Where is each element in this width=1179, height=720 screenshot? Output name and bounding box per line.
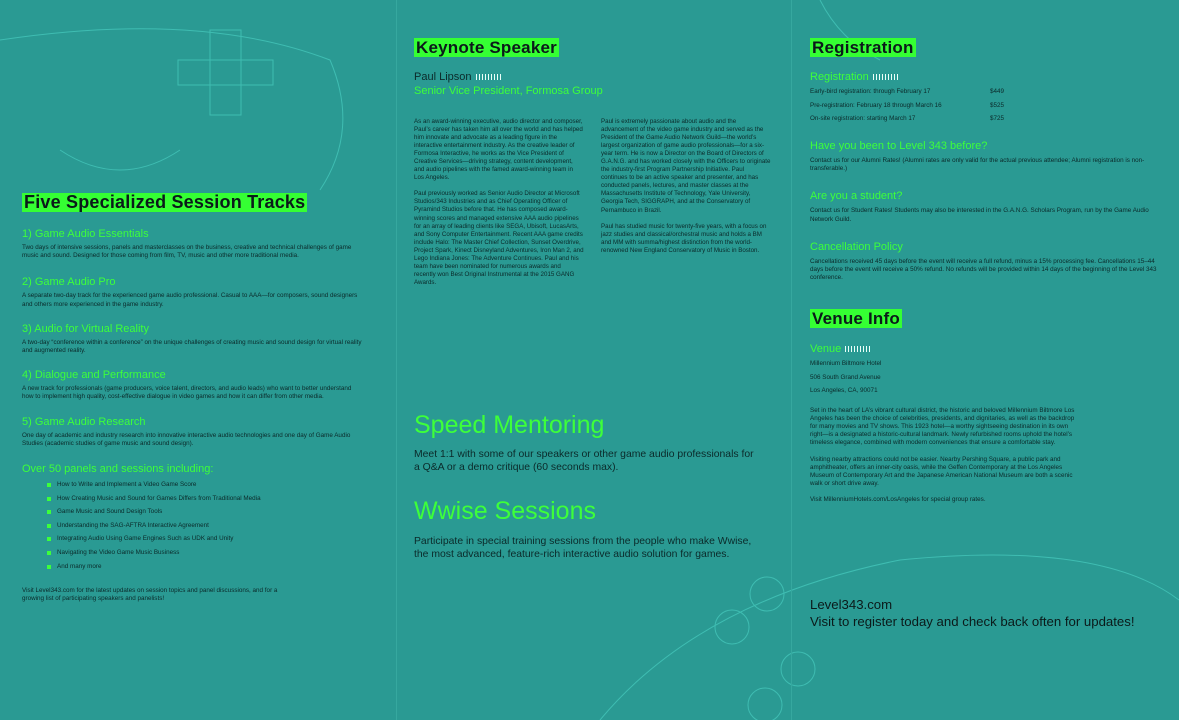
list-item: Integrating Audio Using Game Engines Such as UDK and Unity [47, 532, 362, 546]
venue-paragraph: Set in the heart of LA’s vibrant cultural district, the historic and beloved Millennium Biltmore Los Angeles has been the choice of celebrities, presidents, and dignitaries, as well as the backdrop for many movies and TV shows. This 1923 hotel—a worthy sightseeing destination in its own right—is a designated a historic-cultural landmark. Newly refurbished rooms uphold the hotel’s timeless elegance, combined with modern conveniences that ensure a comfortable stay. [810, 406, 1075, 447]
speaker-name: Paul Lipson [414, 71, 502, 83]
call-to-action [810, 596, 1162, 630]
fold-line [791, 0, 792, 720]
track-body: A two-day “conference within a conference” on the unique challenges of creating music and sound design for virtual reality and augmented reality. [22, 338, 362, 355]
track-body: A new track for professionals (game producers, voice talent, directors, and audio leads) who want to better understand how to implement high quality, cost-effective dialogue in video games and how it can differ from other media. [22, 385, 352, 401]
bio-paragraph: Paul has studied music for twenty-five years, with a focus on jazz studies and classical/orchestral music and holds a BM and MM with summa/highest distinction from the world-renowned New England Conservatory of Music in Boston. [601, 222, 767, 254]
venue-address-line: Millennium Biltmore Hotel [810, 360, 882, 367]
hairline-decoration [845, 346, 871, 352]
track-item [22, 228, 362, 260]
venue-info [810, 357, 1075, 505]
fold-line [396, 0, 397, 720]
track-heading: 5) Game Audio Research [22, 415, 146, 428]
wwise-body: Participate in special training sessions from the people who make Wwise, the most advanced, feature-rich interactive audio solution for games. [414, 536, 752, 561]
venue-subheading: Venue [810, 343, 871, 355]
hairline-decoration [476, 74, 502, 80]
price-label: On-site registration: starting March 17 [810, 115, 916, 122]
track-heading: 1) Game Audio Essentials [22, 228, 149, 240]
tracks-panel [22, 0, 367, 720]
bio-paragraph: As an award-winning executive, audio director and composer, Paul’s career has taken him all over the world and has helped him innovate and advocate as a leading figure in the interactive entertainment industry. As the creative leader of Formosa Interactive, he works as the Vice President of Creative Services—driving strategy, content development, and audio pipelines with the famed award-winning team in Los Angeles. [414, 118, 583, 182]
table-row [810, 85, 1004, 99]
venue-address-line: Los Angeles, CA, 90071 [810, 387, 878, 394]
price-table [810, 85, 1004, 126]
registration-panel [810, 0, 1162, 720]
hairline-decoration [873, 74, 899, 80]
bio-paragraph: Paul previously worked as Senior Audio Director at Microsoft Studios/343 Industries and as Chief Operating Officer of Pyramind Studios before that. He has composed award-winning scores and managed extensive AAA audio pipelines for an array of leading clients like SEGA, Ubisoft, LucasArts, and Sony Computer Entertainment. Recent AAA game credits include Halo: The Master Chief Collection, Sunset Overdrive, Project Spark, Kinect Disneyland Adventures, Iron Man 2, and Lego Indiana Jones: The Adventure Continues. Paul and his team have been nominated for numerous awards and recently won Best Original Instrumental at the 2015 GANG Awards. [414, 190, 584, 286]
tracks-list [22, 228, 362, 604]
track-heading: 4) Dialogue and Performance [22, 369, 166, 382]
student-body: Contact us for Student Rates! Students may also be interested in the G.A.N.G. Scholars Program, run by the Game Audio Network Guild. [810, 207, 1149, 223]
registration-title: Registration [812, 38, 914, 57]
price-label: Early-bird registration: through February 17 [810, 88, 931, 95]
registration-info [810, 140, 1162, 282]
price-value: $525 [990, 101, 1005, 109]
venue-address-line: 506 South Grand Avenue [810, 373, 881, 381]
keynote-panel [414, 0, 771, 720]
table-row [810, 99, 1004, 113]
track-heading: 2) Game Audio Pro [22, 276, 116, 289]
website-link[interactable]: Level343.com [810, 597, 893, 612]
tracks-title: Five Specialized Session Tracks [24, 192, 306, 212]
speed-mentoring-section [414, 410, 759, 474]
speaker-role: Senior Vice President, Formosa Group [414, 85, 603, 97]
alumni-body: Contact us for our Alumni Rates! (Alumni rates are only valid for the actual previous attendee; Alumni registration is non-transferable.) [810, 157, 1145, 173]
list-item: Understanding the SAG-AFTRA Interactive Agreement [47, 519, 362, 533]
speed-mentoring-title: Speed Mentoring [414, 411, 605, 439]
cancellation-body: Cancellations received 45 days before the event will receive a full refund, minus a 15% processing fee. Cancellations 15–44 days before the event will receive a 50% refund. No refunds will be provided within 14 days of the beginning of the Level 343 conference. [810, 257, 1157, 282]
wwise-title: Wwise Sessions [414, 497, 596, 525]
price-value: $449 [990, 88, 1005, 95]
list-item: Game Music and Sound Design Tools [47, 505, 362, 519]
bio-paragraph: Paul is extremely passionate about audio and the advancement of the video game industry and served as the President of the Game Audio Network Guild—the world’s largest organization of game audio professionals—for a six-year term. He is now a Director on the Board of Directors of G.A.N.G. and has worked closely with the Officers to originate the industry-first Program Partnership Initiative. Paul continues to be an active speaker and presenter, and has conducted panels, lectures, and master classes at the Massachusetts Institute of Technology, Yale University, Georgia Tech, SIGGRAPH, and at the Conservatory of Pernambuco in Brazil. [601, 118, 771, 214]
keynote-title: Keynote Speaker [416, 38, 557, 57]
list-item: Navigating the Video Game Music Business [47, 546, 362, 560]
track-body: A separate two-day track for the experienced game audio professional. Casual to AAA—for composers, sound designers and others more experienced in the game industry. [22, 292, 358, 308]
speed-mentoring-body: Meet 1:1 with some of our speakers or other game audio professionals for a Q&A or a demo critique (60 seconds max). [414, 449, 754, 474]
list-item: And many more [47, 560, 362, 574]
bio-column-1 [414, 118, 584, 287]
wwise-section [414, 496, 759, 561]
tracks-footer: Visit Level343.com for the latest updates on session topics and panel discussions, and for a growing list of participating speakers and panelists! [22, 587, 278, 603]
table-row [810, 112, 1004, 126]
venue-title: Venue Info [812, 309, 900, 328]
track-item [22, 416, 362, 448]
track-heading: 3) Audio for Virtual Reality [22, 322, 149, 335]
price-label: Pre-registration: February 18 through March 16 [810, 101, 942, 109]
track-body: Two days of intensive sessions, panels and masterclasses on the business, creative and technical challenges of game music and sound. Designed for those coming from film, TV, music and other more traditional media. [22, 244, 352, 260]
venue-paragraph: Visiting nearby attractions could not be easier. Nearby Pershing Square, a public park and amphitheater, offers an inner-city oasis, while the Geffen Contemporary at the Los Angeles Museum of Contemporary Art and the Japanese American National Museum are both a scenic walk or short drive away. [810, 455, 1073, 488]
track-item [22, 276, 362, 308]
cancellation-heading: Cancellation Policy [810, 240, 903, 253]
registration-subheading: Registration [810, 71, 899, 83]
track-body: One day of academic and industry research into innovative interactive audio technologies and one day of Game Audio Studies (academic studies of game music and sound design). [22, 431, 351, 447]
list-item: How Creating Music and Sound for Games Differs from Traditional Media [47, 492, 362, 506]
session-list [47, 478, 362, 573]
bio-column-2 [601, 118, 771, 255]
list-item: How to Write and Implement a Video Game Score [47, 478, 362, 492]
venue-paragraph: Visit MillenniumHotels.com/LosAngeles for special group rates. [810, 496, 986, 504]
track-item [22, 369, 362, 401]
cta-text: Visit to register today and check back often for updates! [810, 614, 1135, 629]
alumni-heading: Have you been to Level 343 before? [810, 140, 988, 152]
price-value: $725 [990, 115, 1005, 122]
student-heading: Are you a student? [810, 190, 903, 203]
panels-heading: Over 50 panels and sessions including: [22, 463, 214, 476]
track-item [22, 323, 362, 355]
